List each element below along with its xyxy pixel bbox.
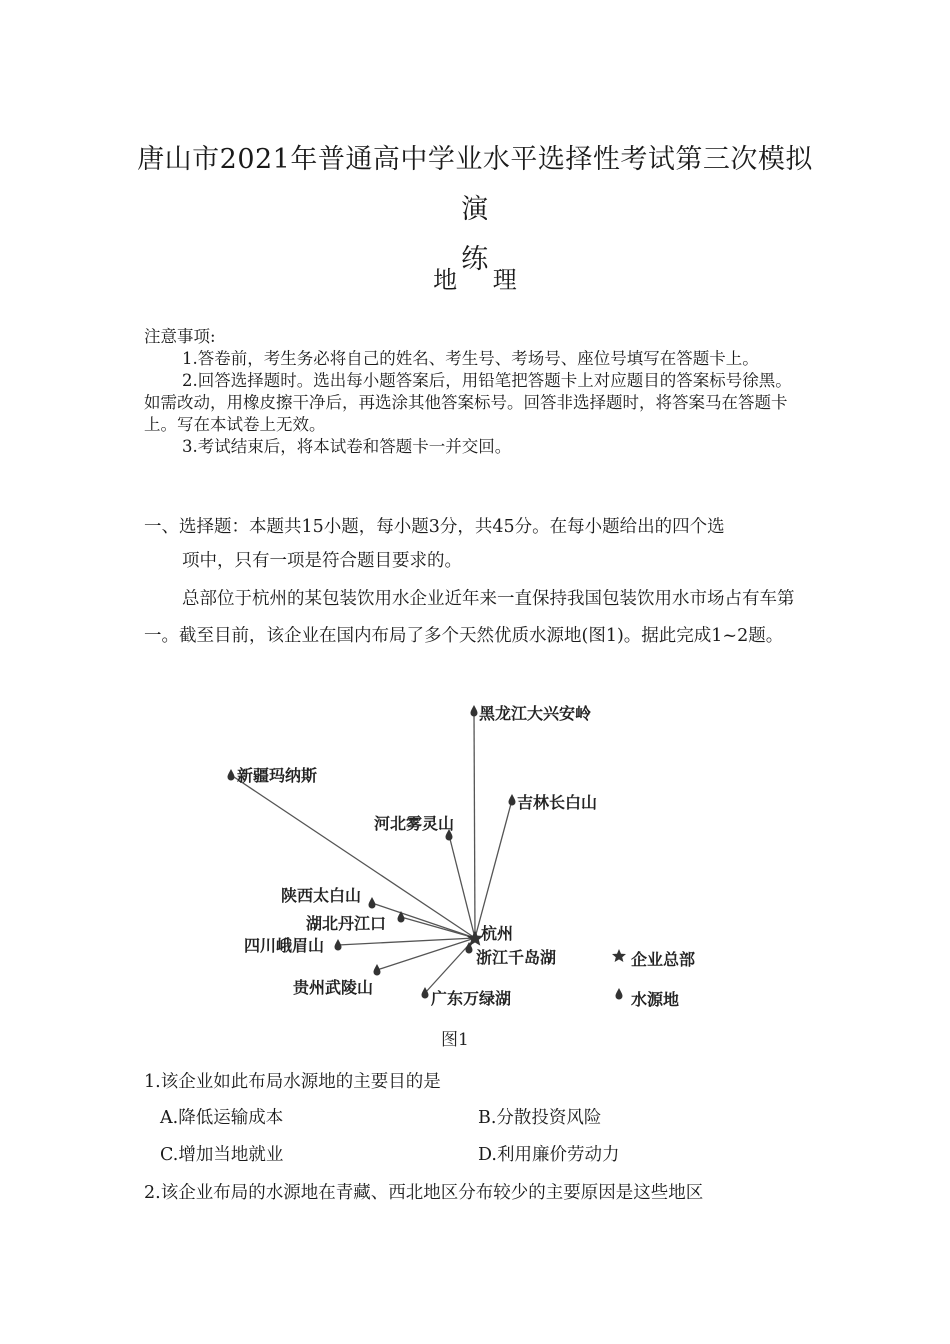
exam-title-line2: 练 <box>461 244 489 275</box>
water-drop-icon <box>374 964 381 976</box>
section-heading-line2: 项中，只有一项是符合题目要求的。 <box>182 551 462 571</box>
question-1-stem: 1.该企业如此布局水源地的主要目的是 <box>144 1072 441 1092</box>
line-sichuan <box>338 938 475 945</box>
label-xinjiang: 新疆玛纳斯 <box>237 766 318 785</box>
label-sichuan: 四川峨眉山 <box>244 936 325 955</box>
water-drop-icon <box>369 897 376 909</box>
label-heilongjiang: 黑龙江大兴安岭 <box>479 704 592 723</box>
water-drop-icon <box>471 705 478 717</box>
question-2-stem: 2.该企业布局的水源地在青藏、西北地区分布较少的主要原因是这些地区 <box>144 1183 704 1203</box>
water-drop-icon <box>335 939 342 951</box>
legend-water-label: 水源地 <box>631 990 680 1009</box>
legend-hq-label: 企业总部 <box>631 950 696 969</box>
label-shaanxi: 陕西太白山 <box>281 886 362 905</box>
legend-drop-icon <box>616 988 623 1000</box>
section-heading <box>144 510 812 578</box>
line-hubei <box>401 917 475 938</box>
water-drop-icon <box>509 794 516 806</box>
line-jilin <box>475 800 512 938</box>
water-drop-icon <box>422 987 429 999</box>
label-zhejiang: 浙江千岛湖 <box>476 948 557 967</box>
label-guangdong: 广东万绿湖 <box>431 989 512 1008</box>
label-hubei: 湖北丹江口 <box>306 914 387 933</box>
water-drop-icon <box>228 769 235 781</box>
label-hangzhou: 杭州 <box>481 924 514 943</box>
note-item: 3.考试结束后，将本试卷和答题卡一并交回。 <box>182 437 512 456</box>
notes-heading: 注意事项: <box>144 327 216 346</box>
note-item: 2.回答选择题时。选出每小题答案后，用铅笔把答题卡上对应题目的答案标号徐黑。如需改动，用橡皮擦干净后，再选涂其他答案标号。回答非选择题时，将答案马在答题卡上。写在本试卷上无效。 <box>144 371 792 434</box>
question-1-option-a: A.降低运输成本 <box>160 1108 284 1128</box>
label-hebei: 河北雾灵山 <box>374 814 455 833</box>
water-source-map <box>215 695 745 1055</box>
label-guizhou: 贵州武陵山 <box>293 978 374 997</box>
passage-text: 总部位于杭州的某包装饮用水企业近年来一直保持我国包装饮用水市场占有车第一。截至目前，该企业在国内布局了多个天然优质水源地(图1)。据此完成1~2题。 <box>144 589 795 646</box>
line-shaanxi <box>372 903 475 938</box>
subject-title: 地 理 <box>433 266 517 294</box>
note-item: 1.答卷前，考生务必将自己的姓名、考生号、考场号、座位号填写在答题卡上。 <box>182 349 759 368</box>
question-1-option-d: D.利用廉价劳动力 <box>478 1145 620 1165</box>
line-heilongjiang <box>474 711 475 938</box>
water-drop-icon <box>398 911 405 923</box>
legend-star-icon <box>612 949 626 962</box>
label-jilin: 吉林长白山 <box>517 793 598 812</box>
question-1-option-c: C.增加当地就业 <box>160 1145 284 1165</box>
exam-title-line1: 唐山市2021年普通高中学业水平选择性考试第三次模拟演 <box>137 144 813 225</box>
notes-block <box>144 326 808 458</box>
section-heading-line1: 一、选择题：本题共15小题，每小题3分，共45分。在每小题给出的四个选 <box>144 517 725 537</box>
figure-caption: 图1 <box>441 1030 469 1050</box>
question-1-option-b: B.分散投资风险 <box>478 1108 602 1128</box>
